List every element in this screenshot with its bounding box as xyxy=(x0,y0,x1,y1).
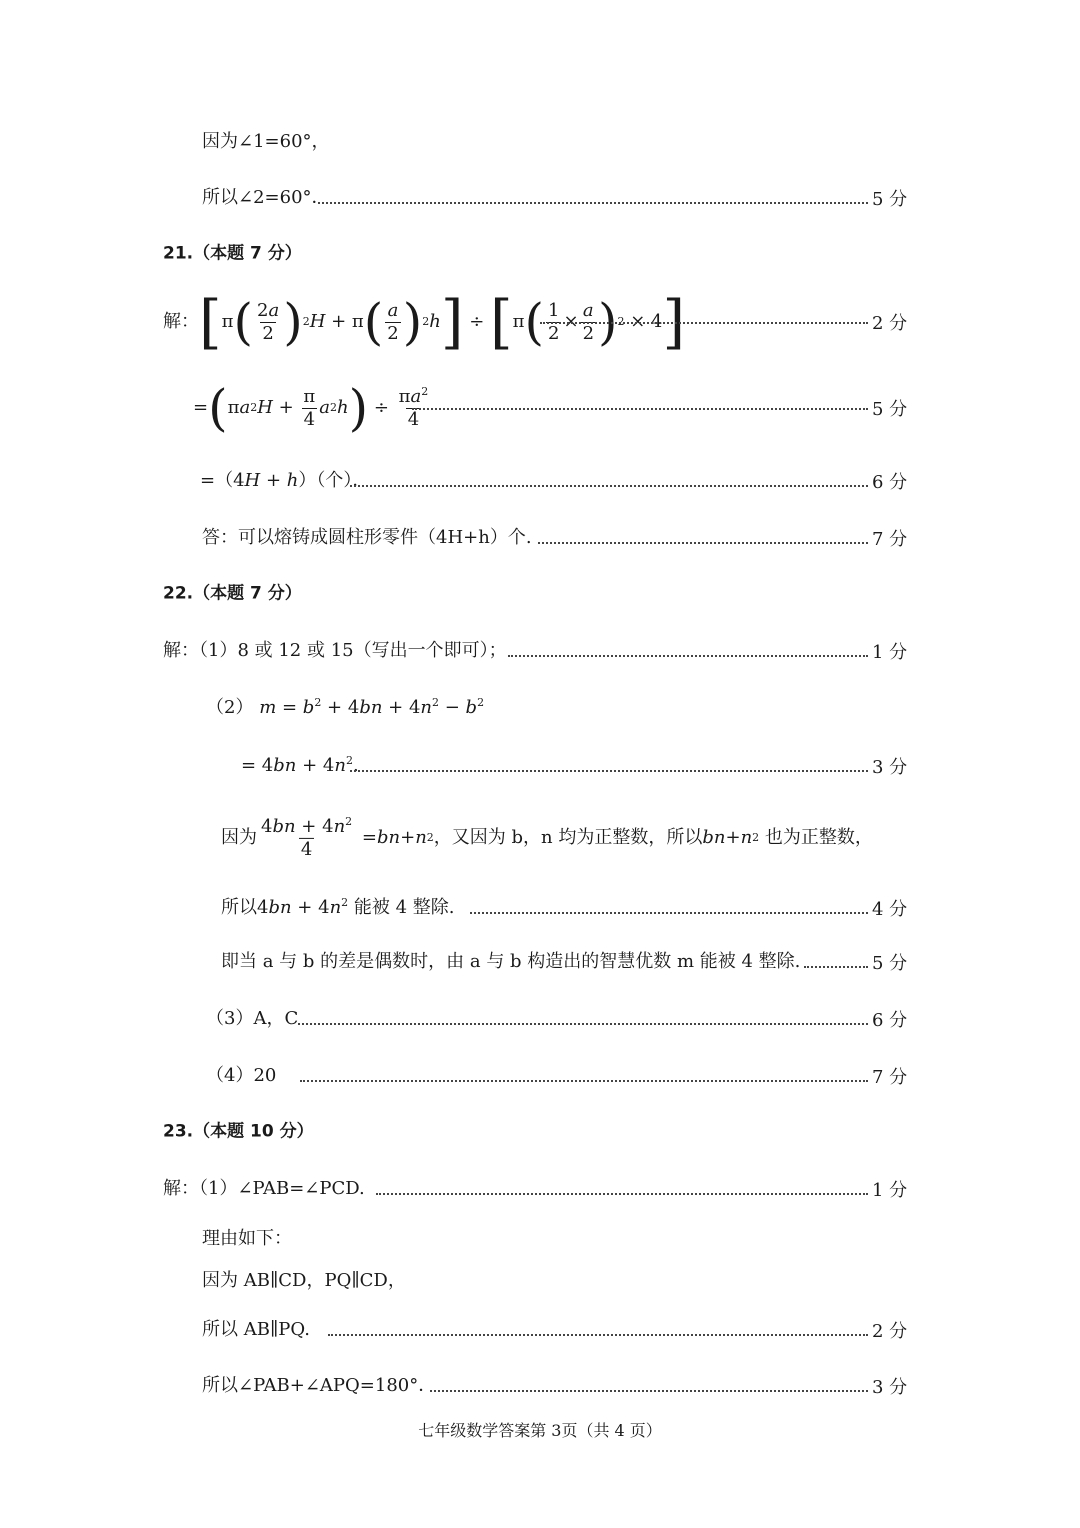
score-label: 5 分 xyxy=(872,399,908,420)
q22-reasoning xyxy=(0,808,1080,868)
q23-because xyxy=(0,1261,1080,1301)
heading-text: 23.（本题 10 分） xyxy=(163,1121,314,1142)
question-23-heading xyxy=(0,1112,1080,1152)
q21-answer xyxy=(0,518,1080,558)
dot-leader xyxy=(412,408,868,410)
heading-text: 22.（本题 7 分） xyxy=(163,583,302,604)
score-label: 4 分 xyxy=(872,899,908,920)
q21-formula-3: =（4H + h）（个）． xyxy=(200,470,371,491)
suffix-text: 也为正整数， xyxy=(764,827,873,848)
suffix-text: （个）． xyxy=(316,470,371,491)
score-label: 1 分 xyxy=(872,1180,908,1201)
line-text: 解：（1）∠PAB=∠PCD. xyxy=(163,1178,365,1199)
dot-leader xyxy=(328,1334,868,1336)
dot-leader xyxy=(350,485,868,487)
q22-conclusion xyxy=(0,942,1080,982)
part-label: （2） xyxy=(206,697,254,718)
q22-part3 xyxy=(0,999,1080,1039)
score-label: 3 分 xyxy=(872,757,908,778)
page-footer: 七年级数学答案第 3页（共 4 页） xyxy=(418,1421,662,1440)
dot-leader xyxy=(430,1390,868,1392)
score-label: 2 分 xyxy=(872,313,908,334)
score-label: 7 分 xyxy=(872,529,908,550)
answer-text: 答：可以熔铸成圆柱形零件（4H+h）个. xyxy=(202,527,532,548)
q22-part2-result xyxy=(0,746,1080,786)
line-angle1 xyxy=(0,122,1080,162)
dot-leader xyxy=(540,322,868,324)
q22-formula-3: 因为 $\frac{4bn + 4n^2}{4}$ = bn + n 2 ，又因为 b，n 均为正整数，所以 bn + n 2 也为正整数， xyxy=(221,814,873,860)
dot-leader xyxy=(300,1080,868,1082)
q23-reason-intro xyxy=(0,1219,1080,1259)
dot-leader xyxy=(318,202,868,204)
prefix-text: 解： xyxy=(163,311,199,332)
score-label: 7 分 xyxy=(872,1067,908,1088)
q21-step-1 xyxy=(0,284,1080,360)
line-text: 所以 AB∥PQ. xyxy=(202,1319,310,1340)
score-label: 2 分 xyxy=(872,1321,908,1342)
score-label: 3 分 xyxy=(872,1377,908,1398)
q22-formula-4: 所以$4bn + 4n^2$ 能被 4 整除. xyxy=(221,896,455,918)
suffix-text: 能被 4 整除. xyxy=(353,897,455,918)
q22-divisible xyxy=(0,888,1080,928)
middle-text: ，又因为 b，n 均为正整数，所以 xyxy=(433,827,703,848)
score-label: 1 分 xyxy=(872,642,908,663)
prefix-text: 因为 xyxy=(221,827,257,848)
dot-leader xyxy=(376,1193,868,1195)
line-angle2 xyxy=(0,178,1080,218)
question-21-heading xyxy=(0,234,1080,274)
q21-formula-2: = ( π a 2 H + $\frac{\pi}{4}$ a 2 h ) ÷ $\frac{\pi a^2}{4}$ xyxy=(193,379,429,437)
q21-step-3 xyxy=(0,461,1080,501)
q23-sum xyxy=(0,1366,1080,1406)
dot-leader xyxy=(350,770,868,772)
question-22-heading xyxy=(0,574,1080,614)
score-label: 5 分 xyxy=(872,953,908,974)
score-label: 6 分 xyxy=(872,1010,908,1031)
dot-leader xyxy=(470,912,868,914)
q22-formula-1: （2） $m = b^2 + 4bn + 4n^2 - b^2$ xyxy=(206,696,485,718)
q22-part4 xyxy=(0,1056,1080,1096)
line-text: 解：（1）8 或 12 或 15（写出一个即可）； xyxy=(163,640,507,661)
line-text: （4）20 xyxy=(206,1065,277,1086)
dot-leader xyxy=(538,542,868,544)
heading-text: 21.（本题 7 分） xyxy=(163,243,302,264)
line-text: 即当 a 与 b 的差是偶数时，由 a 与 b 构造出的智慧优数 m 能被 4 整除. xyxy=(221,951,801,972)
line-text: 所以∠PAB+∠APQ=180°． xyxy=(202,1375,437,1396)
line-text: 因为 AB∥CD，PQ∥CD， xyxy=(202,1270,406,1291)
q22-part1 xyxy=(0,631,1080,671)
line-text: 理由如下： xyxy=(202,1228,292,1249)
prefix-text: 所以 xyxy=(221,897,257,918)
dot-leader xyxy=(804,966,868,968)
score-label: 6 分 xyxy=(872,472,908,493)
q23-part1 xyxy=(0,1169,1080,1209)
score-label: 5 分 xyxy=(872,189,908,210)
line-text: （3）A，C xyxy=(206,1008,299,1029)
q21-formula-1: 解： [ π ( $\frac{2a}{2}$ ) 2 H + π ( $\frac{a}{2}$ ) 2 h ] ÷ [ π ( $\frac{1}{2}$ × $\frac{a}{2}$ ) 2 × 4 ] xyxy=(163,288,686,356)
q22-part2 xyxy=(0,688,1080,728)
dot-leader xyxy=(298,1023,868,1025)
dot-leader xyxy=(508,655,868,657)
q22-formula-2: = $4bn + 4n^2$. xyxy=(241,754,359,776)
line-text: 因为∠1=60°， xyxy=(202,131,330,152)
q23-parallel xyxy=(0,1310,1080,1350)
q21-step-2 xyxy=(0,370,1080,446)
line-text: 所以∠2=60°． xyxy=(202,187,330,208)
